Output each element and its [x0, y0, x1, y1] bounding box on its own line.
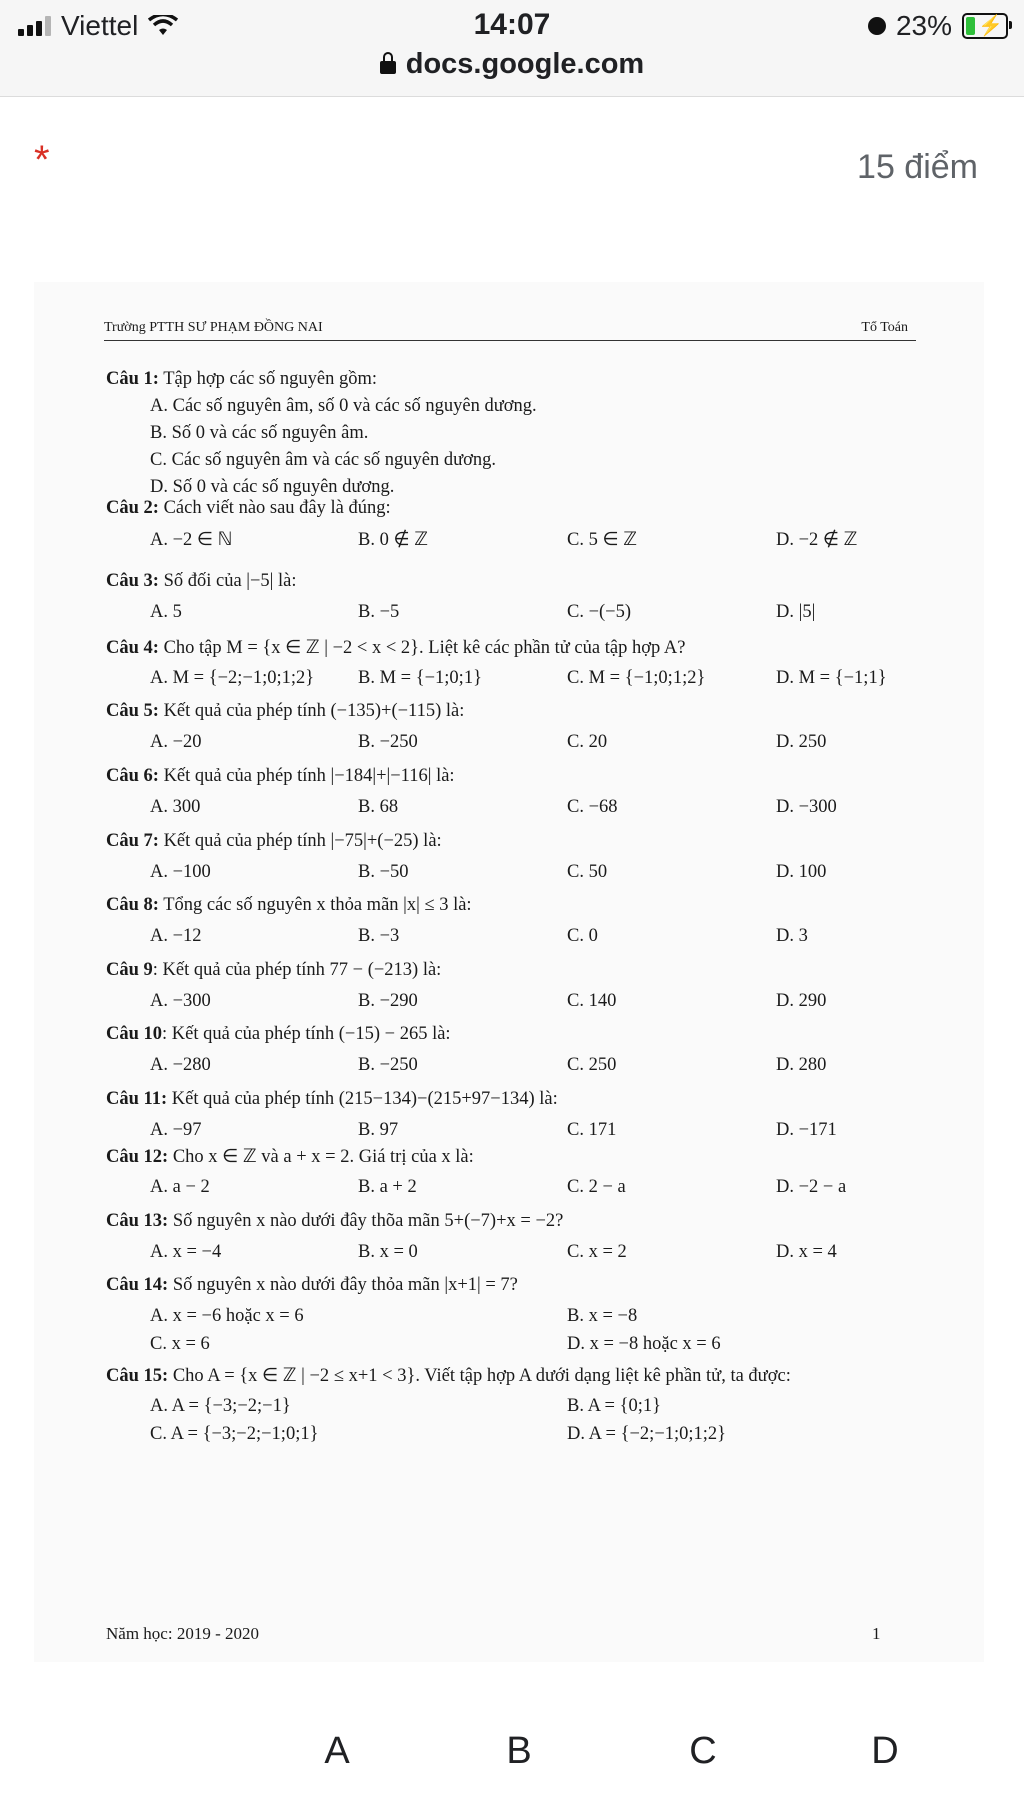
- question-1-option-c: C. Các số nguyên âm và các số nguyên dương.: [150, 450, 497, 470]
- question-text: Kết quả của phép tính (215−134)−(215+97−134) là:: [167, 1089, 558, 1109]
- question-12-option-c: C. 2 − a: [567, 1177, 626, 1197]
- question-label: Câu 6:: [106, 766, 159, 786]
- choice-a[interactable]: A: [324, 1730, 350, 1772]
- battery-percent: 23%: [895, 10, 952, 41]
- question-label: Câu 12:: [106, 1147, 169, 1167]
- question-15-option-d: D. A = {−2;−1;0;1;2}: [567, 1424, 727, 1444]
- question-8-option-a: A. −12: [150, 926, 202, 946]
- question-5-option-b: B. −250: [358, 732, 418, 752]
- question-7-option-d: D. 100: [776, 862, 827, 882]
- question-10: [106, 1024, 451, 1045]
- alarm-icon: [868, 17, 886, 35]
- question-5-option-a: A. −20: [150, 732, 202, 752]
- question-9-option-a: A. −300: [150, 991, 211, 1011]
- question-10-option-d: D. 280: [776, 1055, 827, 1075]
- question-text: Cách viết nào sau đây là đúng:: [158, 498, 391, 518]
- question-14-option-c: C. x = 6: [150, 1334, 210, 1354]
- question-2-option-c: C. 5 ∈ ℤ: [567, 530, 637, 550]
- question-2-option-a: A. −2 ∈ ℕ: [150, 530, 233, 550]
- question-8-option-d: D. 3: [776, 926, 808, 946]
- question-label: Câu 11:: [106, 1089, 168, 1109]
- question-label: Câu 5:: [106, 701, 159, 721]
- question-8: [106, 895, 472, 916]
- question-4-option-a: A. M = {−2;−1;0;1;2}: [150, 668, 315, 688]
- question-13-option-c: C. x = 2: [567, 1242, 627, 1262]
- question-1-option-d: D. Số 0 và các số nguyên dương.: [150, 477, 395, 497]
- question-10-option-c: C. 250: [567, 1055, 617, 1075]
- question-label: Câu 7:: [106, 831, 159, 851]
- question-3: [106, 571, 297, 592]
- question-2-option-b: B. 0 ∉ ℤ: [358, 530, 428, 550]
- question-points: 15 điểm: [857, 148, 978, 186]
- question-text: : Kết quả của phép tính 77 − (−213) là:: [152, 960, 442, 980]
- question-9-option-c: C. 140: [567, 991, 617, 1011]
- question-14-option-d: D. x = −8 hoặc x = 6: [567, 1334, 721, 1354]
- question-5-option-c: C. 20: [567, 732, 608, 752]
- question-label: Câu 2:: [106, 498, 159, 518]
- question-text: Cho A = {x ∈ ℤ | −2 ≤ x+1 < 3}. Viết tập hợp A dưới dạng liệt kê phần tử, ta được:: [168, 1366, 791, 1386]
- question-text: Tổng các số nguyên x thỏa mãn |x| ≤ 3 là:: [158, 895, 472, 915]
- question-13-option-d: D. x = 4: [776, 1242, 837, 1262]
- question-3-option-c: C. −(−5): [567, 602, 632, 622]
- question-3-option-a: A. 5: [150, 602, 182, 622]
- question-3-option-b: B. −5: [358, 602, 400, 622]
- question-11-option-c: C. 171: [567, 1120, 617, 1140]
- question-9-option-b: B. −290: [358, 991, 418, 1011]
- question-13-option-b: B. x = 0: [358, 1242, 418, 1262]
- question-4-option-b: B. M = {−1;0;1}: [358, 668, 482, 688]
- page-number: 1: [872, 1624, 881, 1643]
- question-13: [106, 1211, 563, 1232]
- status-bar: [0, 0, 1024, 97]
- school-name: Trường PTTH SƯ PHẠM ĐỒNG NAI: [104, 320, 323, 335]
- question-4: [106, 637, 685, 659]
- question-text: Số nguyên x nào dưới đây thỏa mãn |x+1| = 7?: [168, 1275, 518, 1295]
- question-text: Kết quả của phép tính |−184|+|−116| là:: [158, 766, 455, 786]
- question-text: Số nguyên x nào dưới đây thõa mãn 5+(−7)+x = −2?: [168, 1211, 564, 1231]
- question-1: [106, 369, 377, 390]
- question-15-option-a: A. A = {−3;−2;−1}: [150, 1396, 291, 1416]
- question-label: Câu 3:: [106, 571, 159, 591]
- question-10-option-b: B. −250: [358, 1055, 418, 1075]
- question-14-option-b: B. x = −8: [567, 1306, 638, 1326]
- question-1-option-a: A. Các số nguyên âm, số 0 và các số nguyên dương.: [150, 396, 537, 416]
- question-13-option-a: A. x = −4: [150, 1242, 222, 1262]
- question-6: [106, 766, 455, 787]
- question-15-option-b: B. A = {0;1}: [567, 1396, 661, 1416]
- question-2: [106, 498, 391, 519]
- question-label: Câu 14:: [106, 1275, 169, 1295]
- question-label: Câu 1:: [106, 369, 159, 389]
- battery-charging-icon: ⚡: [962, 13, 1008, 39]
- question-text: Số đối của |−5| là:: [158, 571, 297, 591]
- question-8-option-c: C. 0: [567, 926, 598, 946]
- department: Tổ Toán: [861, 320, 908, 335]
- question-11-option-a: A. −97: [150, 1120, 202, 1140]
- status-right: [868, 10, 1008, 42]
- question-label: Câu 8:: [106, 895, 159, 915]
- question-1-option-b: B. Số 0 và các số nguyên âm.: [150, 423, 369, 443]
- question-label: Câu 13:: [106, 1211, 169, 1231]
- question-text: Cho x ∈ ℤ và a + x = 2. Giá trị của x là:: [168, 1147, 474, 1167]
- url-bar[interactable]: [0, 48, 1024, 81]
- question-3-option-d: D. |5|: [776, 602, 816, 622]
- question-15-option-c: C. A = {−3;−2;−1;0;1}: [150, 1424, 319, 1444]
- question-5: [106, 701, 464, 722]
- question-11: [106, 1089, 558, 1110]
- question-14: [106, 1275, 518, 1296]
- question-text: Kết quả của phép tính (−135)+(−115) là:: [158, 701, 465, 721]
- question-8-option-b: B. −3: [358, 926, 400, 946]
- question-label: Câu 4:: [106, 638, 159, 658]
- question-label: Câu 9: [106, 960, 153, 980]
- question-6-option-b: B. 68: [358, 797, 399, 817]
- question-text: Kết quả của phép tính |−75|+(−25) là:: [158, 831, 442, 851]
- question-15: [106, 1365, 791, 1387]
- question-12-option-b: B. a + 2: [358, 1177, 417, 1197]
- question-6-option-c: C. −68: [567, 797, 618, 817]
- lock-icon: [380, 61, 396, 74]
- school-year: Năm học: 2019 - 2020: [106, 1624, 259, 1643]
- question-text: Cho tập M = {x ∈ ℤ | −2 < x < 2}. Liệt kê các phần tử của tập hợp A?: [158, 638, 686, 658]
- question-7-option-c: C. 50: [567, 862, 608, 882]
- question-12: [106, 1146, 474, 1168]
- question-7-option-b: B. −50: [358, 862, 409, 882]
- question-12-option-a: A. a − 2: [150, 1177, 210, 1197]
- question-7: [106, 831, 442, 852]
- clock: 14:07: [473, 8, 551, 41]
- question-label: Câu 15:: [106, 1366, 169, 1386]
- required-asterisk: *: [34, 138, 50, 182]
- question-12-option-d: D. −2 − a: [776, 1177, 847, 1197]
- question-11-option-b: B. 97: [358, 1120, 399, 1140]
- paper-header: [104, 320, 916, 341]
- question-14-option-a: A. x = −6 hoặc x = 6: [150, 1306, 304, 1326]
- question-6-option-d: D. −300: [776, 797, 837, 817]
- url-text: docs.google.com: [405, 48, 645, 80]
- choice-b[interactable]: B: [506, 1730, 532, 1772]
- question-6-option-a: A. 300: [150, 797, 201, 817]
- question-5-option-d: D. 250: [776, 732, 827, 752]
- question-11-option-d: D. −171: [776, 1120, 837, 1140]
- question-2-option-d: D. −2 ∉ ℤ: [776, 530, 858, 550]
- question-9-option-d: D. 290: [776, 991, 827, 1011]
- question-image: [34, 282, 984, 1662]
- choice-c[interactable]: C: [689, 1730, 717, 1772]
- question-10-option-a: A. −280: [150, 1055, 211, 1075]
- choice-d[interactable]: D: [871, 1730, 899, 1772]
- carrier-name: Viettel: [61, 10, 139, 41]
- question-label: Câu 10: [106, 1024, 163, 1044]
- question-text: : Kết quả của phép tính (−15) − 265 là:: [162, 1024, 451, 1044]
- question-7-option-a: A. −100: [150, 862, 211, 882]
- question-4-option-d: D. M = {−1;1}: [776, 668, 887, 688]
- question-text: Tập hợp các số nguyên gồm:: [158, 369, 377, 389]
- question-9: [106, 960, 441, 981]
- question-4-option-c: C. M = {−1;0;1;2}: [567, 668, 706, 688]
